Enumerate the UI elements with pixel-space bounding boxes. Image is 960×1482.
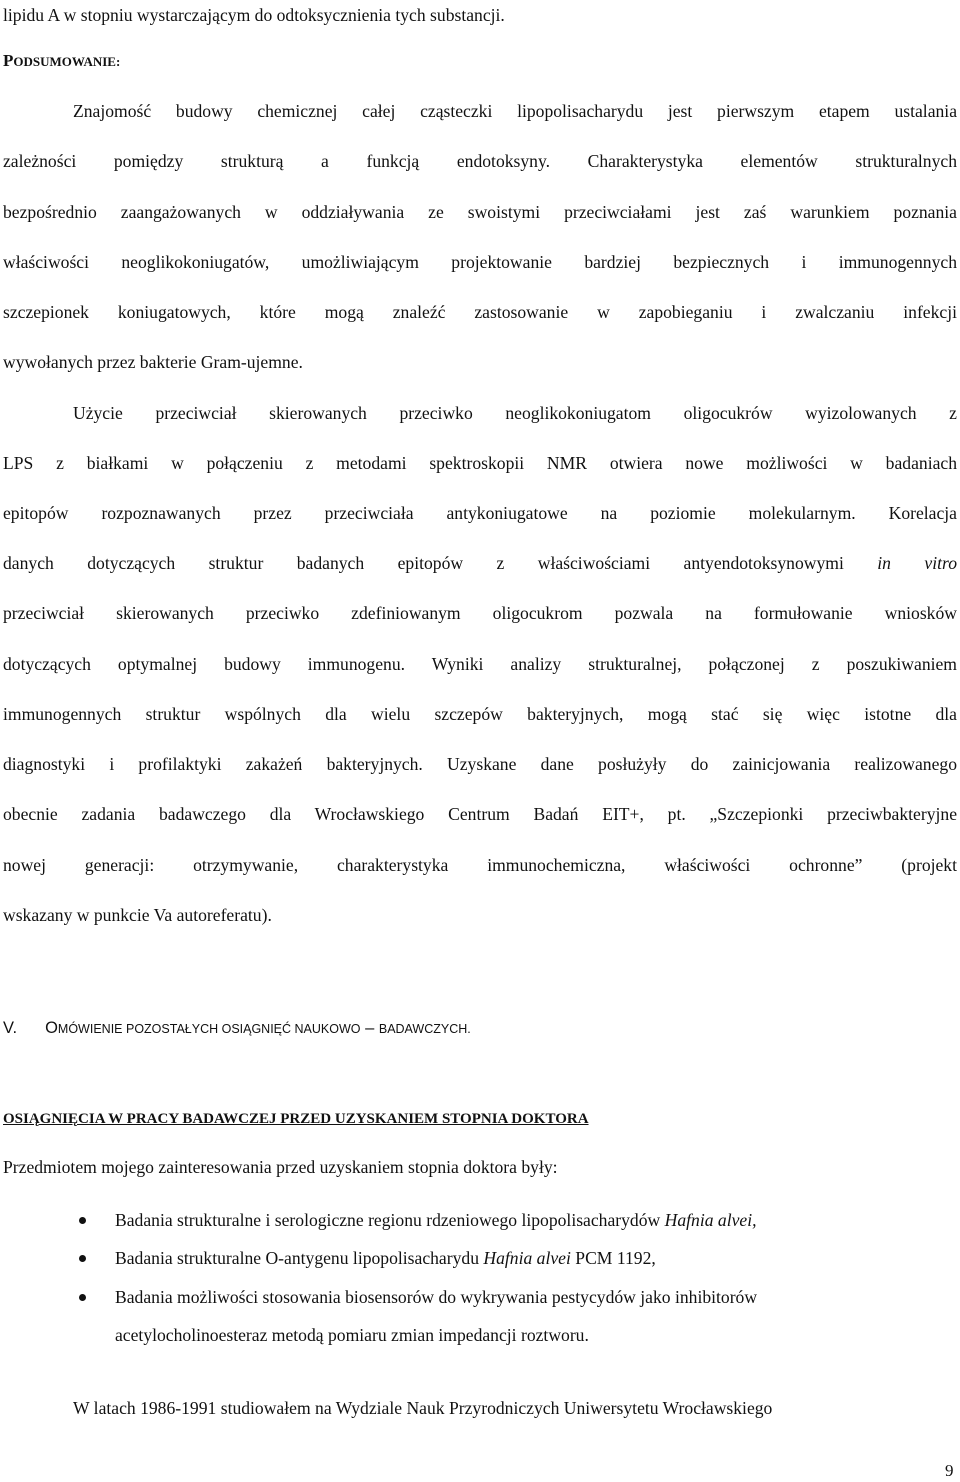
- paragraph-line: Znajomość budowy chemicznej całej cząsteczki lipopolisacharydu jest pierwszym etapem ustalania: [73, 101, 957, 121]
- heading-rest: ODSUMOWANIE:: [13, 54, 121, 69]
- italic-text: Hafnia alvei: [483, 1248, 571, 1268]
- paragraph-line: bezpośrednio zaangażowanych w oddziaływania ze swoistymi przeciwciałami jest zaś warunkiem poznania: [3, 202, 957, 222]
- subheading: OSIĄGNIĘCIA W PRACY BADAWCZEJ PRZED UZYSKANIEM STOPNIA DOKTORA: [3, 1111, 589, 1127]
- paragraph-line: wywołanych przez bakterie Gram-ujemne.: [3, 352, 303, 372]
- list-item: Badania możliwości stosowania biosensorów do wykrywania pestycydów jako inhibitorów: [115, 1287, 758, 1307]
- paragraph-line: właściwości neoglikokoniugatów, umożliwiającym projektowanie bardziej bezpiecznych i immunogennych: [3, 252, 957, 272]
- title-smallcaps: BADAWCZYCH.: [378, 1022, 471, 1036]
- paragraph-line: LPS z białkami w połączeniu z metodami spektroskopii NMR otwiera nowe możliwości w badaniach: [3, 453, 957, 473]
- paragraph-line: Użycie przeciwciał skierowanych przeciwko neoglikokoniugatom oligocukrów wyizolowanych z: [73, 403, 957, 423]
- paragraph-line: przeciwciał skierowanych przeciwko zdefiniowanym oligocukrom pozwala na formułowanie wniosków: [3, 603, 957, 623]
- bullet-icon: [79, 1294, 86, 1301]
- section-number: V.: [3, 1019, 18, 1037]
- paragraph-line: [3, 552, 957, 574]
- paragraph-line: W latach 1986-1991 studiowałem na Wydziale Nauk Przyrodniczych Uniwersytetu Wrocławskiego: [73, 1398, 773, 1418]
- text-span: PCM 1192,: [575, 1248, 656, 1268]
- heading-initial: P: [3, 51, 14, 70]
- bullet-icon: [79, 1217, 86, 1224]
- text-line: lipidu A w stopniu wystarczającym do odtoksycznienia tych substancji.: [3, 5, 505, 25]
- paragraph-line: obecnie zadania badawczego dla Wrocławskiego Centrum Badań EIT+, pt. „Szczepionki przeciwbakteryjne: [3, 804, 957, 824]
- paragraph-line: dotyczących optymalnej budowy immunogenu. Wyniki analizy strukturalnej, połączonej z poszukiwaniem: [3, 654, 957, 674]
- title-smallcaps: MÓWIENIE POZOSTAŁYCH OSIĄGNIĘĆ NAUKOWO: [57, 1022, 361, 1036]
- paragraph-line: wskazany w punkcie Va autoreferatu).: [3, 905, 272, 925]
- title-initial: O: [45, 1019, 58, 1037]
- paragraph-line: szczepionek koniugatowych, które mogą znaleźć zastosowanie w zapobieganiu i zwalczaniu infekcji: [3, 302, 957, 322]
- title-dash: –: [360, 1019, 379, 1037]
- italic-text: in vitro: [877, 553, 957, 573]
- paragraph-line: immunogennych struktur wspólnych dla wielu szczepów bakteryjnych, mogą stać się więc istotne dla: [3, 704, 957, 724]
- list-item-continuation: acetylocholinoesteraz metodą pomiaru zmian impedancji roztworu.: [115, 1325, 589, 1345]
- list-item: [115, 1247, 957, 1269]
- italic-text: Hafnia alvei,: [664, 1210, 757, 1230]
- text-span: Badania strukturalne i serologiczne regionu rdzeniowego lipopolisacharydów: [115, 1210, 661, 1230]
- text-span: Badania strukturalne O-antygenu lipopolisacharydu: [115, 1248, 479, 1268]
- paragraph-line: zależności pomiędzy strukturą a funkcją endotoksyny. Charakterystyka elementów strukturalnych: [3, 151, 957, 171]
- list-item: [115, 1209, 957, 1231]
- bullet-icon: [79, 1255, 86, 1262]
- page-number: 9: [945, 1461, 954, 1480]
- section-heading-podsumowanie: [3, 50, 957, 73]
- paragraph-line: nowej generacji: otrzymywanie, charakterystyka immunochemiczna, właściwości ochronne” (projekt: [3, 855, 957, 875]
- text-span: danych dotyczących struktur badanych epitopów z właściwościami antyendotoksynowymi: [3, 553, 844, 573]
- section-title-v: [3, 1017, 957, 1040]
- intro-text: Przedmiotem mojego zainteresowania przed uzyskaniem stopnia doktora były:: [3, 1157, 558, 1177]
- paragraph-line: diagnostyki i profilaktyki zakażeń bakteryjnych. Uzyskane dane posłużyły do zainicjowania realizowanego: [3, 754, 957, 774]
- paragraph-line: epitopów rozpoznawanych przez przeciwciała antykoniugatowe na poziomie molekularnym. Korelacja: [3, 503, 957, 523]
